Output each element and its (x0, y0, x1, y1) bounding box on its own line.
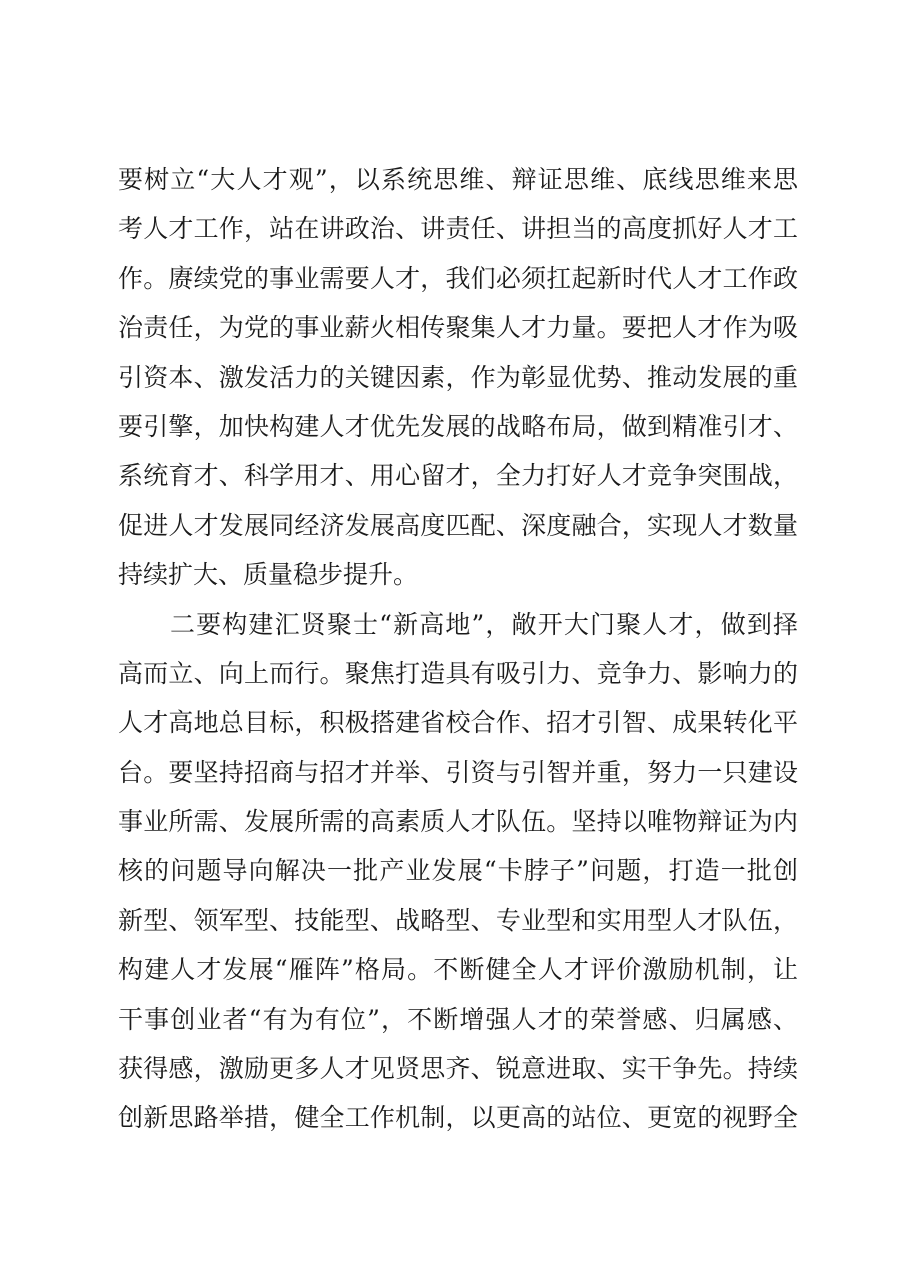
text-line: 获得感，激励更多人才见贤思齐、锐意进取、实干争先。持续 (118, 1054, 798, 1084)
text-line: 持续扩大、质量稳步提升。 (118, 560, 419, 590)
paragraph-1 (118, 155, 798, 600)
text-line: 二要构建汇贤聚士“新高地”，敞开大门聚人才，做到择 (170, 609, 798, 639)
text-line: 人才高地总目标，积极搭建省校合作、招才引智、成果转化平 (118, 708, 798, 738)
text-line: 引资本、激发活力的关键因素，作为彰显优势、推动发展的重 (118, 362, 798, 392)
text-line: 考人才工作，站在讲政治、讲责任、讲担当的高度抓好人才工 (118, 214, 798, 244)
text-line: 促进人才发展同经济发展高度匹配、深度融合，实现人才数量 (118, 510, 798, 540)
text-line: 高而立、向上而行。聚焦打造具有吸引力、竞争力、影响力的 (118, 658, 798, 688)
text-line: 核的问题导向解决一批产业发展“卡脖子”问题，打造一批创 (118, 856, 798, 886)
text-line: 新型、领军型、技能型、战略型、专业型和实用型人才队伍， (118, 905, 798, 935)
text-line: 创新思路举措，健全工作机制，以更高的站位、更宽的视野全 (118, 1103, 798, 1133)
text-line: 系统育才、科学用才、用心留才，全力打好人才竞争突围战， (118, 461, 798, 491)
text-line: 台。要坚持招商与招才并举、引资与引智并重，努力一只建设 (118, 757, 798, 787)
body-text (118, 155, 798, 1143)
paragraph-2 (118, 600, 798, 1143)
text-line: 干事创业者“有为有位”，不断增强人才的荣誉感、归属感、 (118, 1004, 798, 1034)
text-line: 要引擎，加快构建人才优先发展的战略布局，做到精准引才、 (118, 411, 798, 441)
text-line: 事业所需、发展所需的高素质人才队伍。坚持以唯物辩证为内 (118, 807, 798, 837)
text-line: 作。赓续党的事业需要人才，我们必须扛起新时代人才工作政 (118, 263, 798, 293)
text-line: 治责任，为党的事业薪火相传聚集人才力量。要把人才作为吸 (118, 313, 798, 343)
text-line: 要树立“大人才观”，以系统思维、辩证思维、底线思维来思 (118, 165, 798, 194)
text-line: 构建人才发展“雁阵”格局。不断健全人才评价激励机制，让 (118, 955, 798, 985)
